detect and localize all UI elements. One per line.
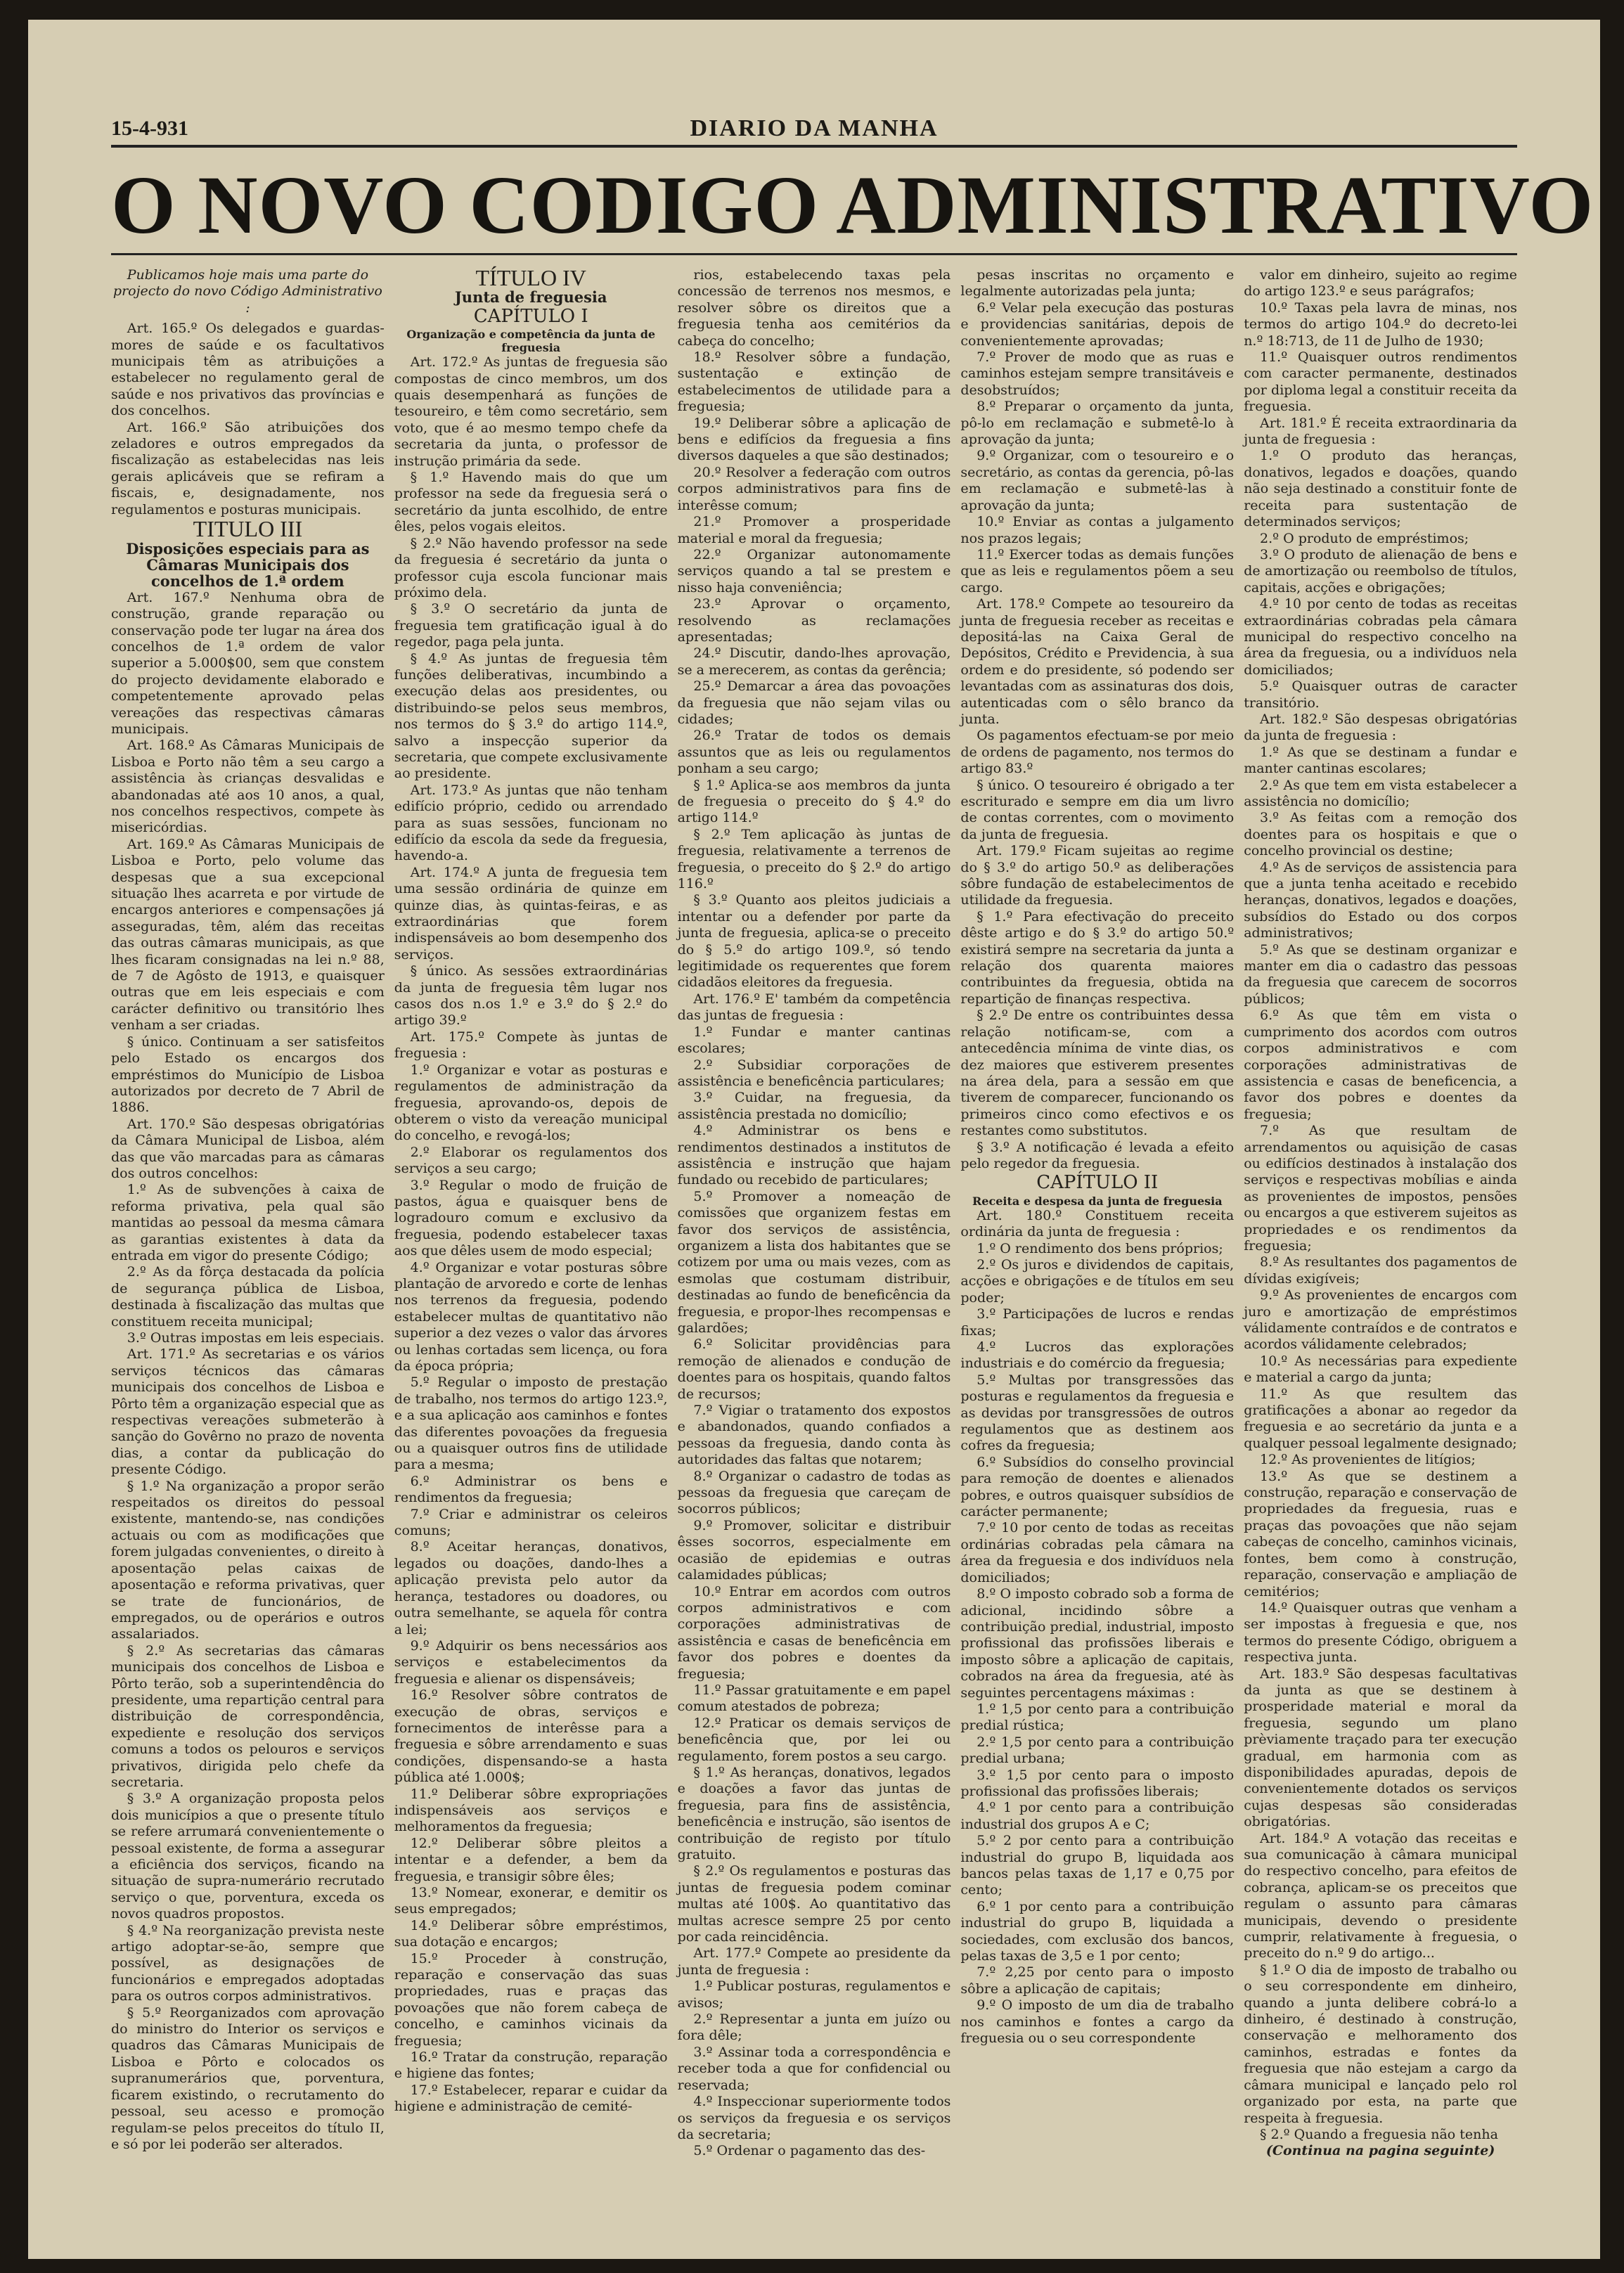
article-paragraph: 11.º Exercer todas as demais funções que as leis e regulamentos põem a seu cargo. [960, 546, 1235, 595]
article-paragraph: 4.º Lucros das explorações industriais e do comércio da freguesia; [960, 1339, 1235, 1372]
article-paragraph: 1.º As de subvenções à caixa de reforma privativa, pela qual são mantidas ao pessoal da mesma câmara as garantias existentes à data da entrada em vigor do presente Código; [111, 1182, 385, 1263]
article-paragraph: Art. 177.º Compete ao presidente da junta de freguesia : [677, 1945, 951, 1978]
article-paragraph: 6.º Solicitar providências para remoção de alienados e condução de doentes para os hospitais, quando faltos de recursos; [677, 1337, 951, 1402]
article-paragraph: § único. O tesoureiro é obrigado a ter escriturado e sempre em dia um livro de contas correntes, com o movimento da junta de freguesia. [960, 777, 1235, 842]
article-paragraph: Art. 184.º A votação das receitas e sua comunicação à câmara municipal do respectivo concelho, para efeitos de cobrança, aplicam-se os preceitos que regulam o assunto para câmaras municipais, devendo o presidente cumprir, relativamente à freguesia, o preceito do n.º 9 do artigo... [1244, 1830, 1517, 1962]
text-column-5 [1244, 267, 1517, 2159]
page-header [111, 104, 1517, 148]
article-paragraph: 7.º Prover de modo que as ruas e caminhos estejam sempre transitáveis e desobstruídos; [960, 349, 1235, 398]
article-paragraph: 7.º Criar e administrar os celeiros comuns; [394, 1506, 668, 1539]
article-paragraph: 23.º Aprovar o orçamento, resolvendo as reclamações apresentadas; [677, 596, 951, 645]
article-paragraph: § 3.º A notificação é levada a efeito pelo regedor da freguesia. [960, 1139, 1235, 1171]
article-paragraph: § 1.º Para efectivação do preceito dêste artigo e do § 3.º do artigo 50.º existirá sempre na secretaria da junta a relação dos quarenta maiores contribuintes da freguesia, obtida na repartição de finanças respectiva. [960, 908, 1235, 1007]
article-paragraph: Art. 179.º Ficam sujeitas ao regime do § 3.º do artigo 50.º as deliberações sôbre fundação de estabelecimentos de utilidade da freguesia. [960, 843, 1235, 908]
article-paragraph: 25.º Demarcar a área das povoações da freguesia que não sejam vilas ou cidades; [677, 678, 951, 727]
article-paragraph: 8.º As resultantes dos pagamentos de dívidas exigíveis; [1244, 1254, 1517, 1287]
article-paragraph: Art. 169.º As Câmaras Municipais de Lisboa e Porto, pelo volume das despesas que a sua excepcional situação lhes acarreta e por virtude de encargos anteriores e compensações já asseguradas, têm, além das receitas das outras câmaras municipais, as que lhes ficaram consignadas na lei n.º 88, de 7 de Agôsto de 1913, e quaisquer outras que em leis especiais e com carácter definitivo ou transitório lhes venham a ser criadas. [111, 836, 385, 1034]
article-paragraph: 7.º 10 por cento de todas as receitas ordinárias cobradas pela câmara na área da freguesia e dos indivíduos nela domiciliados; [960, 1520, 1235, 1585]
article-paragraph: 2.º Representar a junta em juízo ou fora dêle; [677, 2011, 951, 2044]
article-paragraph: 16.º Tratar da construção, reparação e higiene das fontes; [394, 2049, 668, 2082]
article-paragraph: Art. 167.º Nenhuma obra de construção, grande reparação ou conservação pode ter lugar na área dos concelhos de 1.ª ordem de valor superior a 5.000$00, sem que constem do projecto devidamente elaborado e competentemente aprovado pelas vereações das respectivas câmaras municipais. [111, 589, 385, 737]
article-paragraph: Art. 183.º São despesas facultativas da junta as que se destinem à prosperidade material e moral da freguesia, segundo um plano prèviamente traçado para ter execução gradual, em harmonia com as disponibilidades apuradas, depois de convenientemente dotados os serviços cujas despesas são consideradas obrigatórias. [1244, 1666, 1517, 1830]
article-smallcenter: Receita e despesa da junta de freguesia [972, 1194, 1223, 1208]
article-paragraph: § 4.º As juntas de freguesia têm funções deliberativas, incumbindo a execução delas aos presidentes, ou distribuindo-se pelos seus membros, nos termos do § 3.º do artigo 114.º, salvo a inspecção superior da secretaria, que compete exclusivamente ao presidente. [394, 650, 668, 782]
article-paragraph: 3.º Regular o modo de fruição de pastos, água e quaisquer bens de logradouro comum e exclusivo da freguesia, podendo estabelecer taxas aos que dêles usem de modo especial; [394, 1177, 668, 1259]
article-paragraph: § 2.º Quando a freguesia não tenha [1259, 2126, 1498, 2142]
article-paragraph: 5.º Regular o imposto de prestação de trabalho, nos termos do artigo 123.º, e a sua aplicação aos caminhos e fontes das diferentes povoações da freguesia ou a quaisquer outros fins de utilidade para a mesma; [394, 1374, 668, 1473]
article-paragraph: 12.º As provenientes de litígios; [1259, 1452, 1476, 1468]
article-paragraph: 4.º Administrar os bens e rendimentos destinados a institutos de assistência e instrução que hajam fundado ou recebido de particulares; [677, 1123, 951, 1188]
article-paragraph: 4.º Inspeccionar superiormente todos os serviços da freguesia e os serviços da secretaria; [677, 2094, 951, 2142]
article-paragraph: 21.º Promover a prosperidade material e moral da freguesia; [677, 514, 951, 546]
article-paragraph: 3.º Cuidar, na freguesia, da assistência prestada no domicílio; [677, 1090, 951, 1122]
article-paragraph: § 2.º Tem aplicação às juntas de freguesia, relativamente a terrenos de freguesia, o preceito do § 2.º do artigo 116.º [677, 826, 951, 892]
article-paragraph: § 2.º As secretarias das câmaras municipais dos concelhos de Lisboa e Pôrto terão, sob a superintendência do presidente, uma repartição central para distribuição de correspondência, expediente e resolução dos serviços comuns a todos os pelouros e serviços privativos, dirigida pelo chefe da secretaria. [111, 1642, 385, 1790]
text-column-3 [677, 267, 951, 2159]
article-paragraph: 7.º As que resultam de arrendamentos ou aquisição de casas ou edifícios destinados à instalação dos serviços e respectivas mobílias e ainda as provenientes de impostos, pensões ou encargos a que estiverem sujeitos as propriedades e os rendimentos da freguesia; [1244, 1123, 1517, 1254]
article-paragraph: 3.º Assinar toda a correspondência e receber toda a que for confidencial ou reservada; [677, 2044, 951, 2093]
article-smallcenter: Organização e competência da junta de freguesia [406, 328, 656, 355]
article-paragraph: 12.º Deliberar sôbre pleitos a intentar e a defender, a bem da freguesia, e transigir sôbre êles; [394, 1835, 668, 1884]
article-chapter: CAPÍTULO I [473, 305, 588, 327]
article-paragraph: 3.º Participações de lucros e rendas fixas; [960, 1306, 1235, 1339]
article-titulo: TITULO III [193, 516, 303, 542]
article-paragraph: § 1.º As heranças, donativos, legados e doações a favor das juntas de freguesia, para fins de assistência, beneficência e instrução, são isentos de contribuição de registo por título gratuito. [677, 1764, 951, 1862]
article-paragraph: 6.º Administrar os bens e rendimentos da freguesia; [394, 1473, 668, 1506]
article-paragraph: § 1.º Aplica-se aos membros da junta de freguesia o preceito do § 4.º do artigo 114.º [677, 777, 951, 826]
article-paragraph: 2.º Elaborar os regulamentos dos serviços a seu cargo; [394, 1144, 668, 1177]
article-paragraph: 8.º Aceitar heranças, donativos, legados ou doações, dando-lhes a aplicação prevista pelo autor da herança, testadores ou doadores, ou outra semelhante, se aquela fôr contra a lei; [394, 1539, 668, 1637]
article-subhead: Disposições especiais para as Câmaras Municipais dos concelhos de 1.ª ordem [126, 539, 370, 591]
article-paragraph: 9.º O imposto de um dia de trabalho nos caminhos e fontes a cargo da freguesia ou o seu correspondente [960, 1997, 1235, 2047]
article-paragraph: § 2.º Os regulamentos e posturas das juntas de freguesia podem cominar multas até 100$. Ao quantitativo das multas acresce sempre 25 por cento por cada reincidência. [677, 1863, 951, 1945]
article-paragraph: 8.º Preparar o orçamento da junta, pô-lo em reclamação e submetê-lo à aprovação da junta; [960, 399, 1235, 448]
article-paragraph: 5.º 2 por cento para a contribuição industrial do grupo B, liquidada aos bancos pelas taxas de 1,17 e 0,75 por cento; [960, 1833, 1235, 1898]
text-column-4 [960, 267, 1234, 2139]
article-paragraph: § 1.º Havendo mais do que um professor na sede da freguesia será o secretário da junta escolhido, de entre êles, pelos vogais eleitos. [394, 470, 668, 535]
article-paragraph: 19.º Deliberar sôbre a aplicação de bens e edifícios da freguesia a fins diversos daqueles a que são destinados; [677, 415, 951, 464]
article-paragraph: 14.º Quaisquer outras que venham a ser impostas à freguesia e que, nos termos do presente Código, obriguem a respectiva junta. [1244, 1599, 1517, 1666]
article-paragraph: Art. 172.º As juntas de freguesia são compostas de cinco membros, um dos quais desempenhará as funções de tesoureiro, e têm como secretário, sem voto, que é ao mesmo tempo chefe da secretaria da junta, o professor de instrução primária da sede. [394, 354, 668, 469]
article-paragraph: § único. Continuam a ser satisfeitos pelo Estado os encargos dos empréstimos do Município de Lisboa autorizados por decreto de 7 Abril de 1886. [111, 1034, 385, 1116]
article-paragraph: § único. As sessões extraordinárias da junta de freguesia têm lugar nos casos dos n.os 1.º e 3.º do § 2.º do artigo 39.º [394, 963, 668, 1029]
article-paragraph: Art. 176.º E' também da competência das juntas de freguesia : [677, 991, 951, 1024]
article-paragraph: 8.º Organizar o cadastro de todas as pessoas da freguesia que careçam de socorros públicos; [677, 1468, 951, 1517]
article-paragraph: Art. 173.º As juntas que não tenham edifício próprio, cedido ou arrendado para as suas sessões, funcionam no edifício da escola da sede da freguesia, havendo-a. [394, 782, 668, 864]
article-paragraph: Os pagamentos efectuam-se por meio de ordens de pagamento, nos termos do artigo 83.º [960, 728, 1235, 777]
article-paragraph: 10.º Entrar em acordos com outros corpos administrativos e com corporações administrativas de assistência e casas de beneficência em favor dos pobres e doentes da freguesia; [677, 1583, 951, 1682]
article-paragraph: 2.º 1,5 por cento para a contribuição predial urbana; [960, 1734, 1235, 1767]
article-cont: (Continua na pagina seguinte) [1265, 2143, 1495, 2159]
article-paragraph: § 3.º A organização proposta pelos dois municípios a que o presente título se refere arrumará convenientemente o pessoal existente, de forma a assegurar a eficiência dos serviços, ficando na situação de supra-numerário recrutado serviço o que, porventura, exceda os novos quadros propostos. [111, 1791, 385, 1922]
article-paragraph: Art. 175.º Compete às juntas de freguesia : [394, 1029, 668, 1062]
article-paragraph: 1.º As que se destinam a fundar e manter cantinas escolares; [1244, 744, 1517, 777]
article-paragraph: 1.º Fundar e manter cantinas escolares; [677, 1024, 951, 1057]
article-columns [111, 265, 1517, 2159]
article-chapter: CAPÍTULO II [1036, 1172, 1159, 1194]
article-paragraph: 20.º Resolver a federação com outros corpos administrativos para fins de interêsse comum; [677, 464, 951, 513]
article-paragraph: § 5.º Reorganizados com aprovação do ministro do Interior os serviços e quadros das Câmaras Municipais de Lisboa e Pôrto e colocados os supranumerários que, porventura, ficarem existindo, o recrutamento do pessoal, seu acesso e promoção regulam-se pelos preceitos do título II, e só por lei poderão ser alterados. [111, 2004, 385, 2152]
article-paragraph: 9.º Adquirir os bens necessários aos serviços e estabelecimentos da freguesia e alienar os dispensáveis; [394, 1637, 668, 1687]
article-paragraph: 3.º 1,5 por cento para o imposto profissional das profissões liberais; [960, 1767, 1235, 1799]
article-paragraph: 4.º As de serviços de assistencia para que a junta tenha aceitado e recebido heranças, donativos, legados e doações, subsídios do Estado ou dos corpos administrativos; [1244, 859, 1517, 941]
article-paragraph: 1.º Publicar posturas, regulamentos e avisos; [677, 1978, 951, 2011]
article-paragraph: 3.º O produto de alienação de bens e de amortização ou reembolso de títulos, capitais, acções e obrigações; [1244, 546, 1517, 595]
article-paragraph: 7.º 2,25 por cento para o imposto sôbre a aplicação de capitais; [960, 1964, 1235, 1997]
article-paragraph: Art. 178.º Compete ao tesoureiro da junta de freguesia receber as receitas e depositá-las na Caixa Geral de Depósitos, Crédito e Previdencia, à sua ordem e do presidente, só podendo ser levantadas com as assinaturas dos dois, autenticadas com o sêlo branco da junta. [960, 596, 1235, 727]
article-paragraph: 18.º Resolver sôbre a fundação, sustentação e extinção de estabelecimentos de utilidade para a freguesia; [677, 349, 951, 415]
newspaper-page [28, 20, 1600, 2259]
article-paragraph: § 3.º Quanto aos pleitos judiciais a intentar ou a defender por parte da junta de freguesia, aplica-se o preceito do § 5.º do artigo 109.º, só tendo legitimidade os requerentes que forem cidadãos eleitores da freguesia. [677, 892, 951, 991]
article-paragraph: 4.º 1 por cento para a contribuição industrial dos grupos A e C; [960, 1800, 1235, 1832]
article-paragraph: 14.º Deliberar sôbre empréstimos, sua dotação e encargos; [394, 1917, 668, 1950]
article-paragraph: 2.º Subsidiar corporações de assistência e beneficência particulares; [677, 1057, 951, 1089]
article-paragraph: 7.º Vigiar o tratamento dos expostos e abandonados, quando confiados a pessoas da freguesia, dando conta às autoridades das faltas que notarem; [677, 1403, 951, 1468]
article-paragraph: pesas inscritas no orçamento e legalmente autorizadas pela junta; [960, 267, 1235, 300]
article-paragraph: 10.º As necessárias para expediente e material a cargo da junta; [1244, 1353, 1517, 1386]
article-paragraph: 5.º As que se destinam organizar e manter em dia o cadastro das pessoas da freguesia que carecem de socorros públicos; [1244, 941, 1517, 1007]
article-paragraph: 1.º O produto das heranças, donativos, legados e doações, quando não seja destinado a constituir fonte de receita para sustentação de determinados serviços; [1244, 448, 1517, 530]
issue-date: 15-4-931 [111, 117, 188, 140]
article-paragraph: Art. 180.º Constituem receita ordinária da junta de freguesia : [960, 1207, 1235, 1240]
article-paragraph: 11.º Quaisquer outros rendimentos com caracter permanente, destinados por diploma legal a constituir receita da freguesia. [1244, 349, 1517, 415]
newspaper-name: DIARIO DA MANHA [690, 115, 939, 141]
article-paragraph: valor em dinheiro, sujeito ao regime do artigo 123.º e seus parágrafos; [1244, 267, 1517, 300]
article-paragraph: 3.º As feitas com a remoção dos doentes para os hospitais e que o concelho provincial os destine; [1244, 810, 1517, 859]
article-paragraph: 2.º As que tem em vista estabelecer a assistência no domicílio; [1244, 777, 1517, 809]
article-paragraph: Art. 171.º As secretarias e os vários serviços técnicos das câmaras municipais dos concelhos de Lisboa e Pôrto têm a organização especial que as respectivas vereações submeterão à sanção do Govêrno no prazo de noventa dias, a contar da publicação do presente Código. [111, 1346, 385, 1478]
article-paragraph: 6.º Velar pela execução das posturas e providencias sanitárias, depois de convenientemente aprovadas; [960, 300, 1235, 349]
article-paragraph: 5.º Quaisquer outras de caracter transitório. [1244, 678, 1517, 711]
article-paragraph: 24.º Discutir, dando-lhes aprovação, se a merecerem, as contas da gerência; [677, 645, 951, 678]
article-paragraph: 3.º Outras impostas em leis especiais. [127, 1330, 385, 1346]
article-paragraph: 11.º As que resultem das gratificações a abonar ao regedor da freguesia e ao secretário da junta e a qualquer pessoal legalmente designado; [1244, 1386, 1517, 1451]
article-paragraph: 9.º Promover, solicitar e distribuir êsses socorros, especialmente em ocasião de epidemias e outras calamidades públicas; [677, 1517, 951, 1583]
article-paragraph: 6.º As que têm em vista o cumprimento dos acordos com outros corpos administrativos e com corporações administrativas de assistencia e casas de beneficencia, a favor dos pobres e doentes da freguesia; [1244, 1007, 1517, 1122]
article-paragraph: 5.º Multas por transgressões das posturas e regulamentos da freguesia e as devidas por transgressões de outros regulamentos que as destinem aos cofres da freguesia; [960, 1372, 1235, 1454]
article-paragraph: § 1.º O dia de imposto de trabalho ou o seu correspondente em dinheiro, quando a junta delibere cobrá-lo a dinheiro, é destinado à construção, conservação e melhoramento dos caminhos, estradas e fontes da freguesia que não estejam a cargo da câmara municipal e lançado pelo rol organizado por esta, na parte que respeita à freguesia. [1244, 1962, 1517, 2126]
article-paragraph: 4.º Organizar e votar posturas sôbre plantação de arvoredo e corte de lenhas nos terrenos da freguesia, podendo estabelecer multas de quantitativo não superior a dez vezes o valor das árvores ou lenhas cortadas sem licença, ou fora da época própria; [394, 1259, 668, 1374]
article-paragraph: 15.º Proceder à construção, reparação e conservação das suas propriedades, ruas e praças das povoações que não forem cabeça de concelho, e caminhos vicinais da freguesia; [394, 1950, 668, 2049]
article-paragraph: 2.º As da fôrça destacada da polícia de segurança pública de Lisboa, destinada à fiscalização das multas que constituem receita municipal; [111, 1264, 385, 1329]
text-column-1 [111, 267, 385, 2152]
article-paragraph: 1.º Organizar e votar as posturas e regulamentos de administração da freguesia, aprovando-os, depois de obterem o visto da vereação municipal do concelho, e revogá-los; [394, 1062, 668, 1144]
article-paragraph: 5.º Promover a nomeação de comissões que organizem festas em favor dos serviços de assistência, organizem a lista dos habitantes que se cotizem por uma ou mais vezes, com as esmolas que costumam distribuir, destinadas ao fundo de beneficência da freguesia, e propor-lhes recompensas e galardões; [677, 1188, 951, 1336]
article-paragraph: Art. 165.º Os delegados e guardas-mores de saúde e os facultativos municipais têm as atribuições a estabelecer no regulamento geral de saúde e nos privativos das províncias e dos concelhos. [111, 321, 385, 419]
article-paragraph: 1.º 1,5 por cento para a contribuição predial rústica; [960, 1701, 1235, 1734]
article-paragraph: Art. 182.º São despesas obrigatórias da junta de freguesia : [1244, 711, 1517, 744]
article-paragraph: 4.º 10 por cento de todas as receitas extraordinárias cobradas pela câmara municipal do respectivo concelho na área da freguesia, ou a indivíduos nela domiciliados; [1244, 596, 1517, 678]
article-paragraph: Art. 170.º São despesas obrigatórias da Câmara Municipal de Lisboa, além das que vão marcadas para as câmaras dos outros concelhos: [111, 1116, 385, 1181]
article-paragraph: 10.º Enviar as contas a julgamento nos prazos legais; [960, 514, 1235, 546]
article-paragraph: 6.º Subsídios do conselho provincial para remoção de doentes e alienados pobres, e outros quaisquer subsídios de carácter permanente; [960, 1454, 1235, 1520]
article-intro: Publicamos hoje mais uma parte do projecto do novo Código Administrativo : [112, 267, 382, 316]
article-paragraph: 13.º As que se destinem a construção, reparação e conservação de propriedades da freguesia, ruas e praças das povoações que não sejam cabeças de concelho, caminhos vicinais, fontes, bem como à construção, reparação, conservação e ampliação de cemitérios; [1244, 1468, 1517, 1599]
article-paragraph: 1.º O rendimento dos bens próprios; [977, 1240, 1223, 1256]
article-paragraph: § 1.º Na organização a propor serão respeitados os direitos do pessoal existente, mantendo-se, nas condições actuais ou com as modificações que forem julgadas convenientes, o direito à aposentação pelas caixas de aposentação e reforma privativas, quer se trate de funcionários, de empregados, ou de operários e outros assalariados. [111, 1478, 385, 1642]
article-paragraph: § 3.º O secretário da junta de freguesia tem gratificação igual à do regedor, paga pela junta. [394, 601, 668, 650]
article-paragraph: 5.º Ordenar o pagamento das des- [693, 2143, 926, 2159]
article-paragraph: 10.º Taxas pela lavra de minas, nos termos do artigo 104.º do decreto-lei n.º 18:713, de 11 de Julho de 1930; [1244, 300, 1517, 349]
article-paragraph: 9.º Organizar, com o tesoureiro e o secretário, as contas da gerencia, pô-las em reclamação e submetê-las à aprovação da junta; [960, 448, 1235, 513]
article-paragraph: § 4.º Na reorganização prevista neste artigo adoptar-se-ão, sempre que possível, as designações de funcionários e empregados adoptadas para os outros corpos administrativos. [111, 1922, 385, 2004]
article-paragraph: 9.º As provenientes de encargos com juro e amortização de empréstimos válidamente contraídos e de contratos e acordos válidamente celebrados; [1244, 1287, 1517, 1353]
article-paragraph: 12.º Praticar os demais serviços de beneficência que, por lei ou regulamento, forem postos a seu cargo. [677, 1715, 951, 1764]
article-paragraph: 13.º Nomear, exonerar, e demitir os seus empregados; [394, 1885, 668, 1917]
article-paragraph: Art. 174.º A junta de freguesia tem uma sessão ordinária de quinze em quinze dias, às quintas-feiras, e as extraordinárias que forem indispensáveis ao bom desempenho dos serviços. [394, 864, 668, 962]
article-paragraph: Art. 181.º É receita extraordinaria da junta de freguesia : [1244, 415, 1517, 448]
article-paragraph: § 2.º De entre os contribuintes dessa relação notificam-se, com a antecedência mínima de vinte dias, os dez maiores que estiverem presentes na área dela, para a sessão em que tiverem de comparecer, funcionando os primeiros cinco como efectivos e os restantes como substitutos. [960, 1007, 1235, 1139]
article-paragraph: 16.º Resolver sôbre contratos de execução de obras, serviços e fornecimentos de interêsse para a freguesia e sôbre arrendamento e suas condições, dispensando-se a hasta pública até 1.000$; [394, 1687, 668, 1786]
article-paragraph: 11.º Passar gratuitamente e em papel comum atestados de pobreza; [677, 1682, 951, 1715]
text-column-2 [394, 267, 668, 2139]
article-subhead: Junta de freguesia [454, 288, 607, 307]
article-paragraph: Art. 168.º As Câmaras Municipais de Lisboa e Porto não têm a seu cargo a assistência às crianças desvalidas e abandonadas até aos 10 anos, a qual, nos concelhos respectivos, compete às misericórdias. [111, 738, 385, 836]
article-paragraph: 26.º Tratar de todos os demais assuntos que as leis ou regulamentos ponham a seu cargo; [677, 728, 951, 777]
article-headline: O NOVO CODIGO ADMINISTRATIVO [111, 159, 1594, 251]
article-paragraph: 22.º Organizar autonomamente serviços quando a tal se prestem e nisso haja conveniência; [677, 546, 951, 595]
article-paragraph: 17.º Estabelecer, reparar e cuidar da higiene e administração de cemité- [394, 2082, 668, 2115]
article-paragraph: 2.º Os juros e dividendos de capitais, acções e obrigações e de títulos em seu poder; [960, 1256, 1235, 1306]
article-paragraph: § 2.º Não havendo professor na sede da freguesia é secretário da junta o professor cuja escola funcionar mais próximo dela. [394, 535, 668, 600]
article-paragraph: rios, estabelecendo taxas pela concessão de terrenos nos mesmos, e resolver sôbre os direitos que a freguesia tenha aos cemitérios da cabeça do concelho; [677, 267, 951, 349]
article-paragraph: Art. 166.º São atribuições dos zeladores e outros empregados da fiscalização as estabelecidas nas leis gerais aplicáveis que se refiram a fiscais, e, designadamente, nos regulamentos e posturas municipais. [111, 419, 385, 517]
article-paragraph: 8.º O imposto cobrado sob a forma de adicional, incidindo sôbre a contribuição predial, industrial, imposto profissional das profissões liberais e imposto sôbre a aplicação de capitais, cobrados na área da freguesia, até às seguintes percentagens máximas : [960, 1586, 1235, 1701]
article-titulo: TÍTULO IV [475, 265, 586, 290]
article-paragraph: 2.º O produto de empréstimos; [1259, 530, 1469, 546]
article-paragraph: 11.º Deliberar sôbre expropriações indispensáveis aos serviços e melhoramentos da freguesia; [394, 1786, 668, 1835]
headline-rule [111, 253, 1517, 255]
article-paragraph: 6.º 1 por cento para a contribuição industrial do grupo B, liquidada a sociedades, com exclusão dos bancos, pelas taxas de 3,5 e 1 por cento; [960, 1898, 1235, 1964]
